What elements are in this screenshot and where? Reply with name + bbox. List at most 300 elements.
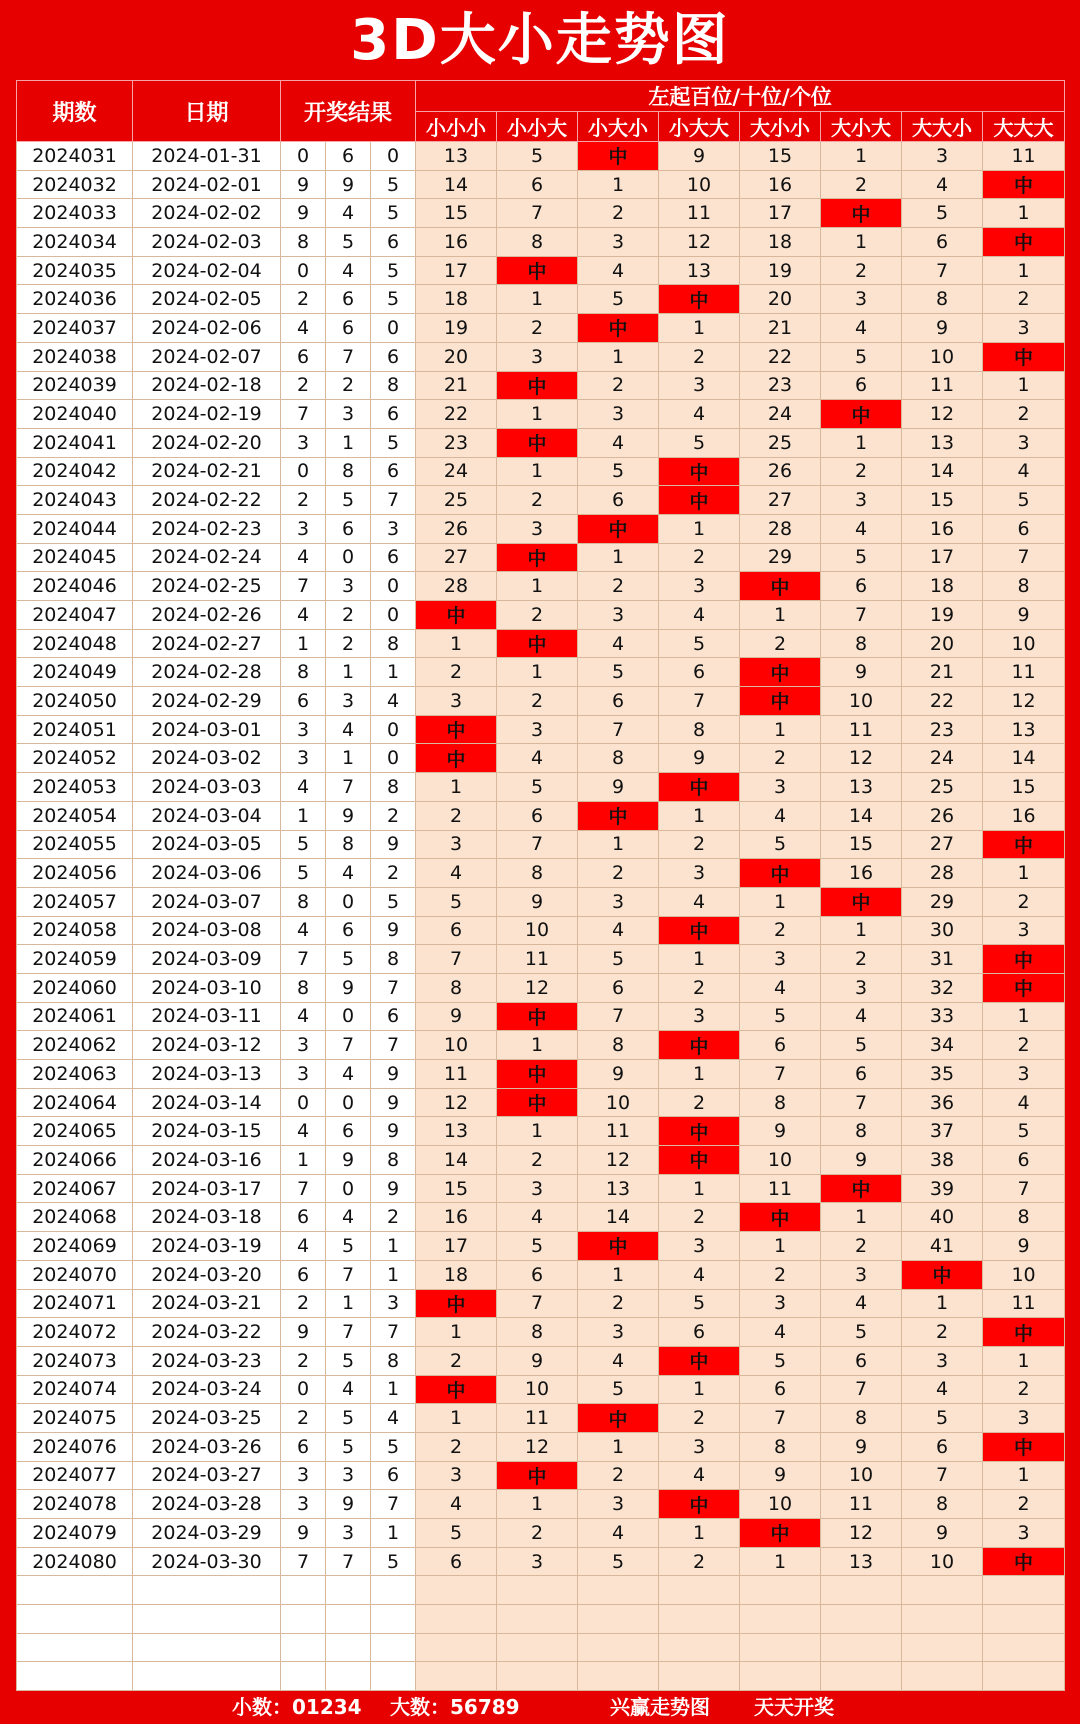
empty-cell <box>902 1633 983 1662</box>
miss-count-cell: 36 <box>902 1088 983 1117</box>
miss-count-cell: 9 <box>821 1432 902 1461</box>
miss-count-cell: 14 <box>821 801 902 830</box>
issue-cell: 2024051 <box>17 715 133 744</box>
empty-cell <box>133 1576 281 1605</box>
footer <box>0 1692 1080 1722</box>
table-row <box>17 801 1065 830</box>
miss-count-cell: 2 <box>497 486 578 515</box>
miss-count-cell: 7 <box>497 830 578 859</box>
miss-count-cell: 15 <box>416 1174 497 1203</box>
miss-count-cell: 25 <box>416 486 497 515</box>
date-cell: 2024-03-25 <box>133 1404 281 1433</box>
miss-count-cell: 20 <box>416 342 497 371</box>
miss-count-cell: 1 <box>821 428 902 457</box>
result-digit-cell: 9 <box>326 1146 371 1175</box>
result-digit-cell: 7 <box>371 973 416 1002</box>
hit-cell: 中 <box>497 1002 578 1031</box>
result-digit-cell: 3 <box>371 1289 416 1318</box>
result-digit-cell: 7 <box>326 342 371 371</box>
table-row <box>17 601 1065 630</box>
miss-count-cell: 9 <box>821 658 902 687</box>
miss-count-cell: 2 <box>659 1404 740 1433</box>
miss-count-cell: 8 <box>983 572 1065 601</box>
miss-count-cell: 1 <box>578 170 659 199</box>
miss-count-cell: 3 <box>740 945 821 974</box>
miss-count-cell: 3 <box>983 1404 1065 1433</box>
result-digit-cell: 7 <box>281 572 326 601</box>
empty-cell <box>578 1662 659 1691</box>
table-row <box>17 1117 1065 1146</box>
miss-count-cell: 12 <box>497 973 578 1002</box>
result-digit-cell: 3 <box>326 400 371 429</box>
hit-cell: 中 <box>821 400 902 429</box>
miss-count-cell: 2 <box>740 629 821 658</box>
miss-count-cell: 9 <box>740 1117 821 1146</box>
trend-table-body <box>17 142 1065 1691</box>
table-row <box>17 744 1065 773</box>
issue-cell: 2024037 <box>17 314 133 343</box>
result-digit-cell: 1 <box>326 1289 371 1318</box>
miss-count-cell: 2 <box>578 199 659 228</box>
miss-count-cell: 2 <box>821 1232 902 1261</box>
miss-count-cell: 6 <box>497 801 578 830</box>
result-digit-cell: 6 <box>371 1002 416 1031</box>
issue-cell: 2024059 <box>17 945 133 974</box>
miss-count-cell: 2 <box>497 687 578 716</box>
miss-count-cell: 29 <box>740 543 821 572</box>
table-row <box>17 1547 1065 1576</box>
miss-count-cell: 3 <box>497 1174 578 1203</box>
miss-count-cell: 8 <box>740 1432 821 1461</box>
hit-cell: 中 <box>578 1232 659 1261</box>
hit-cell: 中 <box>659 1146 740 1175</box>
result-digit-cell: 4 <box>281 601 326 630</box>
table-row <box>17 1318 1065 1347</box>
miss-count-cell: 2 <box>821 170 902 199</box>
miss-count-cell: 7 <box>902 256 983 285</box>
miss-count-cell: 3 <box>497 514 578 543</box>
miss-count-cell: 7 <box>821 1088 902 1117</box>
empty-cell <box>659 1605 740 1634</box>
miss-count-cell: 6 <box>497 170 578 199</box>
result-digit-cell: 3 <box>326 1461 371 1490</box>
table-row <box>17 228 1065 257</box>
empty-cell <box>578 1576 659 1605</box>
miss-count-cell: 19 <box>740 256 821 285</box>
miss-count-cell: 3 <box>821 486 902 515</box>
miss-count-cell: 12 <box>983 687 1065 716</box>
issue-cell: 2024044 <box>17 514 133 543</box>
result-digit-cell: 2 <box>281 371 326 400</box>
miss-count-cell: 9 <box>416 1002 497 1031</box>
result-digit-cell: 7 <box>371 1031 416 1060</box>
empty-cell <box>371 1633 416 1662</box>
date-cell: 2024-02-29 <box>133 687 281 716</box>
result-digit-cell: 1 <box>371 658 416 687</box>
miss-count-cell: 10 <box>983 629 1065 658</box>
miss-count-cell: 10 <box>497 916 578 945</box>
result-digit-cell: 2 <box>281 486 326 515</box>
hit-cell: 中 <box>983 1547 1065 1576</box>
hit-cell: 中 <box>983 1432 1065 1461</box>
miss-count-cell: 26 <box>902 801 983 830</box>
miss-count-cell: 2 <box>578 1461 659 1490</box>
miss-count-cell: 25 <box>902 773 983 802</box>
date-cell: 2024-03-30 <box>133 1547 281 1576</box>
result-digit-cell: 0 <box>371 572 416 601</box>
miss-count-cell: 4 <box>416 1490 497 1519</box>
header-pattern: 小大大 <box>659 112 740 142</box>
miss-count-cell: 3 <box>497 715 578 744</box>
miss-count-cell: 5 <box>578 457 659 486</box>
date-cell: 2024-03-26 <box>133 1432 281 1461</box>
miss-count-cell: 2 <box>659 1088 740 1117</box>
miss-count-cell: 1 <box>578 342 659 371</box>
empty-cell <box>659 1662 740 1691</box>
miss-count-cell: 1 <box>578 1260 659 1289</box>
miss-count-cell: 25 <box>740 428 821 457</box>
issue-cell: 2024045 <box>17 543 133 572</box>
miss-count-cell: 1 <box>740 1232 821 1261</box>
miss-count-cell: 2 <box>740 1260 821 1289</box>
issue-cell: 2024049 <box>17 658 133 687</box>
result-digit-cell: 5 <box>326 1346 371 1375</box>
date-cell: 2024-02-22 <box>133 486 281 515</box>
empty-cell <box>740 1633 821 1662</box>
date-cell: 2024-03-05 <box>133 830 281 859</box>
date-cell: 2024-03-02 <box>133 744 281 773</box>
miss-count-cell: 4 <box>740 973 821 1002</box>
empty-cell <box>740 1576 821 1605</box>
date-cell: 2024-02-06 <box>133 314 281 343</box>
miss-count-cell: 1 <box>497 1031 578 1060</box>
result-digit-cell: 0 <box>371 744 416 773</box>
miss-count-cell: 9 <box>659 744 740 773</box>
result-digit-cell: 7 <box>371 486 416 515</box>
result-digit-cell: 5 <box>326 228 371 257</box>
miss-count-cell: 18 <box>416 285 497 314</box>
miss-count-cell: 10 <box>740 1146 821 1175</box>
issue-cell: 2024074 <box>17 1375 133 1404</box>
miss-count-cell: 4 <box>578 428 659 457</box>
miss-count-cell: 23 <box>740 371 821 400</box>
miss-count-cell: 2 <box>740 916 821 945</box>
hit-cell: 中 <box>578 801 659 830</box>
miss-count-cell: 4 <box>821 514 902 543</box>
miss-count-cell: 27 <box>416 543 497 572</box>
result-digit-cell: 9 <box>371 1174 416 1203</box>
header-pattern: 大小大 <box>821 112 902 142</box>
table-row <box>17 658 1065 687</box>
result-digit-cell: 3 <box>281 1461 326 1490</box>
issue-cell: 2024043 <box>17 486 133 515</box>
table-row <box>17 859 1065 888</box>
miss-count-cell: 4 <box>821 1002 902 1031</box>
miss-count-cell: 12 <box>659 228 740 257</box>
issue-cell: 2024035 <box>17 256 133 285</box>
date-cell: 2024-03-28 <box>133 1490 281 1519</box>
date-cell: 2024-02-26 <box>133 601 281 630</box>
empty-cell <box>416 1605 497 1634</box>
issue-cell: 2024032 <box>17 170 133 199</box>
result-digit-cell: 1 <box>281 629 326 658</box>
miss-count-cell: 5 <box>902 199 983 228</box>
result-digit-cell: 2 <box>326 371 371 400</box>
result-digit-cell: 4 <box>281 1117 326 1146</box>
hit-cell: 中 <box>497 543 578 572</box>
issue-cell: 2024033 <box>17 199 133 228</box>
result-digit-cell: 6 <box>371 400 416 429</box>
miss-count-cell: 4 <box>578 1519 659 1548</box>
empty-cell <box>416 1576 497 1605</box>
date-cell: 2024-01-31 <box>133 142 281 171</box>
table-row <box>17 687 1065 716</box>
miss-count-cell: 5 <box>578 285 659 314</box>
miss-count-cell: 3 <box>416 687 497 716</box>
miss-count-cell: 4 <box>983 457 1065 486</box>
miss-count-cell: 4 <box>902 1375 983 1404</box>
table-row <box>17 342 1065 371</box>
miss-count-cell: 5 <box>740 1002 821 1031</box>
miss-count-cell: 9 <box>983 601 1065 630</box>
result-digit-cell: 2 <box>326 629 371 658</box>
hit-cell: 中 <box>740 1203 821 1232</box>
miss-count-cell: 2 <box>983 285 1065 314</box>
table-row <box>17 543 1065 572</box>
miss-count-cell: 2 <box>659 973 740 1002</box>
result-digit-cell: 9 <box>371 830 416 859</box>
miss-count-cell: 3 <box>659 572 740 601</box>
miss-count-cell: 18 <box>416 1260 497 1289</box>
miss-count-cell: 8 <box>578 744 659 773</box>
result-digit-cell: 8 <box>371 371 416 400</box>
footer-brand: 兴赢走势图 <box>610 1695 710 1719</box>
miss-count-cell: 8 <box>497 228 578 257</box>
miss-count-cell: 6 <box>821 1060 902 1089</box>
miss-count-cell: 11 <box>740 1174 821 1203</box>
miss-count-cell: 27 <box>902 830 983 859</box>
result-digit-cell: 5 <box>326 1232 371 1261</box>
result-digit-cell: 2 <box>281 1404 326 1433</box>
miss-count-cell: 6 <box>821 371 902 400</box>
miss-count-cell: 18 <box>740 228 821 257</box>
result-digit-cell: 6 <box>371 457 416 486</box>
result-digit-cell: 9 <box>371 1088 416 1117</box>
table-row <box>17 1519 1065 1548</box>
miss-count-cell: 24 <box>740 400 821 429</box>
miss-count-cell: 28 <box>416 572 497 601</box>
table-row <box>17 1146 1065 1175</box>
result-digit-cell: 5 <box>371 285 416 314</box>
table-row <box>17 1002 1065 1031</box>
empty-cell <box>326 1605 371 1634</box>
miss-count-cell: 6 <box>740 1031 821 1060</box>
hit-cell: 中 <box>578 1404 659 1433</box>
miss-count-cell: 23 <box>902 715 983 744</box>
result-digit-cell: 8 <box>371 629 416 658</box>
table-row <box>17 1346 1065 1375</box>
miss-count-cell: 1 <box>416 1404 497 1433</box>
miss-count-cell: 9 <box>983 1232 1065 1261</box>
miss-count-cell: 1 <box>659 1519 740 1548</box>
miss-count-cell: 13 <box>659 256 740 285</box>
hit-cell: 中 <box>578 314 659 343</box>
hit-cell: 中 <box>497 256 578 285</box>
table-row <box>17 170 1065 199</box>
empty-cell <box>902 1576 983 1605</box>
miss-count-cell: 10 <box>416 1031 497 1060</box>
miss-count-cell: 9 <box>497 887 578 916</box>
result-digit-cell: 1 <box>326 428 371 457</box>
result-digit-cell: 2 <box>281 1346 326 1375</box>
result-digit-cell: 5 <box>371 256 416 285</box>
miss-count-cell: 9 <box>821 1146 902 1175</box>
table-row <box>17 715 1065 744</box>
result-digit-cell: 9 <box>371 1060 416 1089</box>
result-digit-cell: 7 <box>326 773 371 802</box>
miss-count-cell: 2 <box>497 314 578 343</box>
result-digit-cell: 6 <box>371 543 416 572</box>
miss-count-cell: 10 <box>983 1260 1065 1289</box>
miss-count-cell: 4 <box>497 1203 578 1232</box>
miss-count-cell: 9 <box>659 142 740 171</box>
result-digit-cell: 5 <box>371 428 416 457</box>
miss-count-cell: 12 <box>902 400 983 429</box>
miss-count-cell: 13 <box>821 773 902 802</box>
empty-cell <box>17 1633 133 1662</box>
result-digit-cell: 1 <box>281 801 326 830</box>
miss-count-cell: 4 <box>578 1346 659 1375</box>
miss-count-cell: 2 <box>578 1289 659 1318</box>
date-cell: 2024-03-10 <box>133 973 281 1002</box>
footer-small-digits: 小数：01234 <box>232 1695 362 1719</box>
miss-count-cell: 8 <box>902 285 983 314</box>
date-cell: 2024-03-17 <box>133 1174 281 1203</box>
table-row <box>17 1375 1065 1404</box>
miss-count-cell: 3 <box>497 1547 578 1576</box>
miss-count-cell: 12 <box>578 1146 659 1175</box>
issue-cell: 2024066 <box>17 1146 133 1175</box>
miss-count-cell: 7 <box>902 1461 983 1490</box>
hit-cell: 中 <box>659 285 740 314</box>
result-digit-cell: 6 <box>281 1203 326 1232</box>
miss-count-cell: 11 <box>983 658 1065 687</box>
miss-count-cell: 3 <box>983 1519 1065 1548</box>
miss-count-cell: 4 <box>659 887 740 916</box>
miss-count-cell: 21 <box>902 658 983 687</box>
date-cell: 2024-03-12 <box>133 1031 281 1060</box>
miss-count-cell: 3 <box>983 916 1065 945</box>
table-row <box>17 887 1065 916</box>
miss-count-cell: 9 <box>740 1461 821 1490</box>
miss-count-cell: 1 <box>578 830 659 859</box>
miss-count-cell: 4 <box>578 256 659 285</box>
header-pattern: 小大小 <box>578 112 659 142</box>
miss-count-cell: 8 <box>740 1088 821 1117</box>
miss-count-cell: 1 <box>902 1289 983 1318</box>
miss-count-cell: 23 <box>416 428 497 457</box>
miss-count-cell: 6 <box>578 687 659 716</box>
empty-cell <box>133 1662 281 1691</box>
result-digit-cell: 8 <box>371 945 416 974</box>
table-row <box>17 400 1065 429</box>
miss-count-cell: 1 <box>740 601 821 630</box>
result-digit-cell: 0 <box>326 1002 371 1031</box>
miss-count-cell: 28 <box>902 859 983 888</box>
miss-count-cell: 21 <box>740 314 821 343</box>
miss-count-cell: 11 <box>416 1060 497 1089</box>
miss-count-cell: 1 <box>821 228 902 257</box>
issue-cell: 2024038 <box>17 342 133 371</box>
miss-count-cell: 16 <box>740 170 821 199</box>
empty-cell <box>983 1576 1065 1605</box>
result-digit-cell: 4 <box>326 1375 371 1404</box>
miss-count-cell: 5 <box>578 945 659 974</box>
miss-count-cell: 13 <box>578 1174 659 1203</box>
miss-count-cell: 9 <box>902 314 983 343</box>
result-digit-cell: 5 <box>326 1432 371 1461</box>
miss-count-cell: 6 <box>983 514 1065 543</box>
date-cell: 2024-03-14 <box>133 1088 281 1117</box>
issue-cell: 2024057 <box>17 887 133 916</box>
miss-count-cell: 4 <box>740 1318 821 1347</box>
result-digit-cell: 0 <box>326 1088 371 1117</box>
date-cell: 2024-02-27 <box>133 629 281 658</box>
empty-cell <box>281 1576 326 1605</box>
miss-count-cell: 4 <box>659 1461 740 1490</box>
result-digit-cell: 3 <box>371 514 416 543</box>
miss-count-cell: 4 <box>821 1289 902 1318</box>
miss-count-cell: 30 <box>902 916 983 945</box>
header-issue: 期数 <box>17 81 133 142</box>
miss-count-cell: 5 <box>416 887 497 916</box>
miss-count-cell: 3 <box>659 859 740 888</box>
miss-count-cell: 4 <box>659 1260 740 1289</box>
miss-count-cell: 11 <box>821 1490 902 1519</box>
miss-count-cell: 8 <box>821 629 902 658</box>
miss-count-cell: 5 <box>497 773 578 802</box>
table-row <box>17 1174 1065 1203</box>
result-digit-cell: 5 <box>326 1404 371 1433</box>
result-digit-cell: 0 <box>326 887 371 916</box>
date-cell: 2024-03-09 <box>133 945 281 974</box>
issue-cell: 2024069 <box>17 1232 133 1261</box>
hit-cell: 中 <box>659 1490 740 1519</box>
miss-count-cell: 22 <box>902 687 983 716</box>
result-digit-cell: 4 <box>326 859 371 888</box>
empty-row <box>17 1633 1065 1662</box>
miss-count-cell: 6 <box>659 1318 740 1347</box>
miss-count-cell: 1 <box>821 142 902 171</box>
hit-cell: 中 <box>578 514 659 543</box>
miss-count-cell: 2 <box>578 859 659 888</box>
result-digit-cell: 6 <box>371 1461 416 1490</box>
result-digit-cell: 1 <box>371 1375 416 1404</box>
date-cell: 2024-03-20 <box>133 1260 281 1289</box>
miss-count-cell: 24 <box>416 457 497 486</box>
hit-cell: 中 <box>902 1260 983 1289</box>
miss-count-cell: 4 <box>659 400 740 429</box>
miss-count-cell: 12 <box>416 1088 497 1117</box>
issue-cell: 2024075 <box>17 1404 133 1433</box>
hit-cell: 中 <box>659 1031 740 1060</box>
result-digit-cell: 1 <box>281 1146 326 1175</box>
miss-count-cell: 7 <box>821 601 902 630</box>
miss-count-cell: 5 <box>659 1289 740 1318</box>
hit-cell: 中 <box>497 1060 578 1089</box>
table-row <box>17 314 1065 343</box>
miss-count-cell: 2 <box>983 1375 1065 1404</box>
